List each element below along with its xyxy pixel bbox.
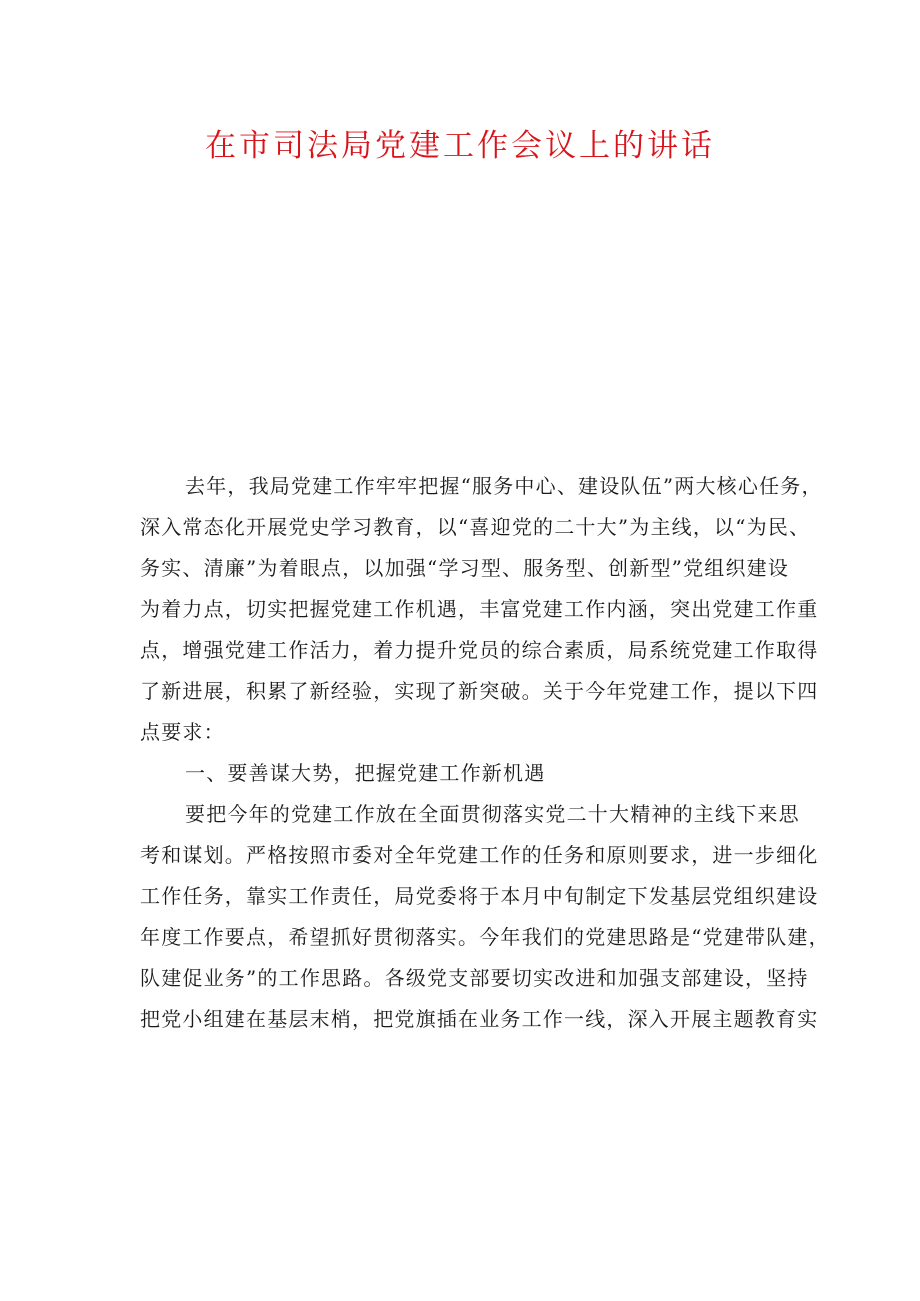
text-line: 一、要善谋大势，把握党建工作新机遇 [185, 761, 546, 785]
text-line: 工作任务，靠实工作责任，局党委将于本月中旬制定下发基层党组织建设 [140, 884, 819, 908]
text-line: 深入常态化开展党史学习教育，以“喜迎党的二十大”为主线，以“为民、 [140, 515, 811, 539]
text-line: 队建促业务”的工作思路。各级党支部要切实改进和加强支部建设，坚持 [140, 966, 809, 990]
text-line: 考和谋划。严格按照市委对全年党建工作的任务和原则要求，进一步细化 [140, 843, 819, 867]
text-line: 了新进展，积累了新经验，实现了新突破。关于今年党建工作，提以下四 [140, 679, 819, 703]
text-line: 务实、清廉”为着眼点，以加强“学习型、服务型、创新型”党组织建设 [140, 556, 790, 580]
text-line: 点要求： [140, 720, 225, 744]
text-line: 把党小组建在基层末梢，把党旗插在业务工作一线，深入开展主题教育实 [140, 1007, 819, 1031]
text-line: 要把今年的党建工作放在全面贯彻落实党二十大精神的主线下来思 [185, 802, 800, 826]
text-line: 去年，我局党建工作牢牢把握“服务中心、建设队伍”两大核心任务， [185, 474, 823, 498]
paragraph-section-1 [140, 794, 830, 1040]
text-line: 年度工作要点，希望抓好贯彻落实。今年我们的党建思路是“党建带队建， [140, 925, 830, 949]
section-heading-1 [140, 753, 790, 794]
paragraph-intro [140, 466, 823, 753]
document-title: 在市司法局党建工作会议上的讲话 [205, 128, 715, 164]
text-line: 点，增强党建工作活力，着力提升党员的综合素质，局系统党建工作取得 [140, 638, 819, 662]
text-line: 为着力点，切实把握党建工作机遇，丰富党建工作内涵，突出党建工作重 [140, 597, 819, 621]
document-body [140, 466, 830, 1040]
